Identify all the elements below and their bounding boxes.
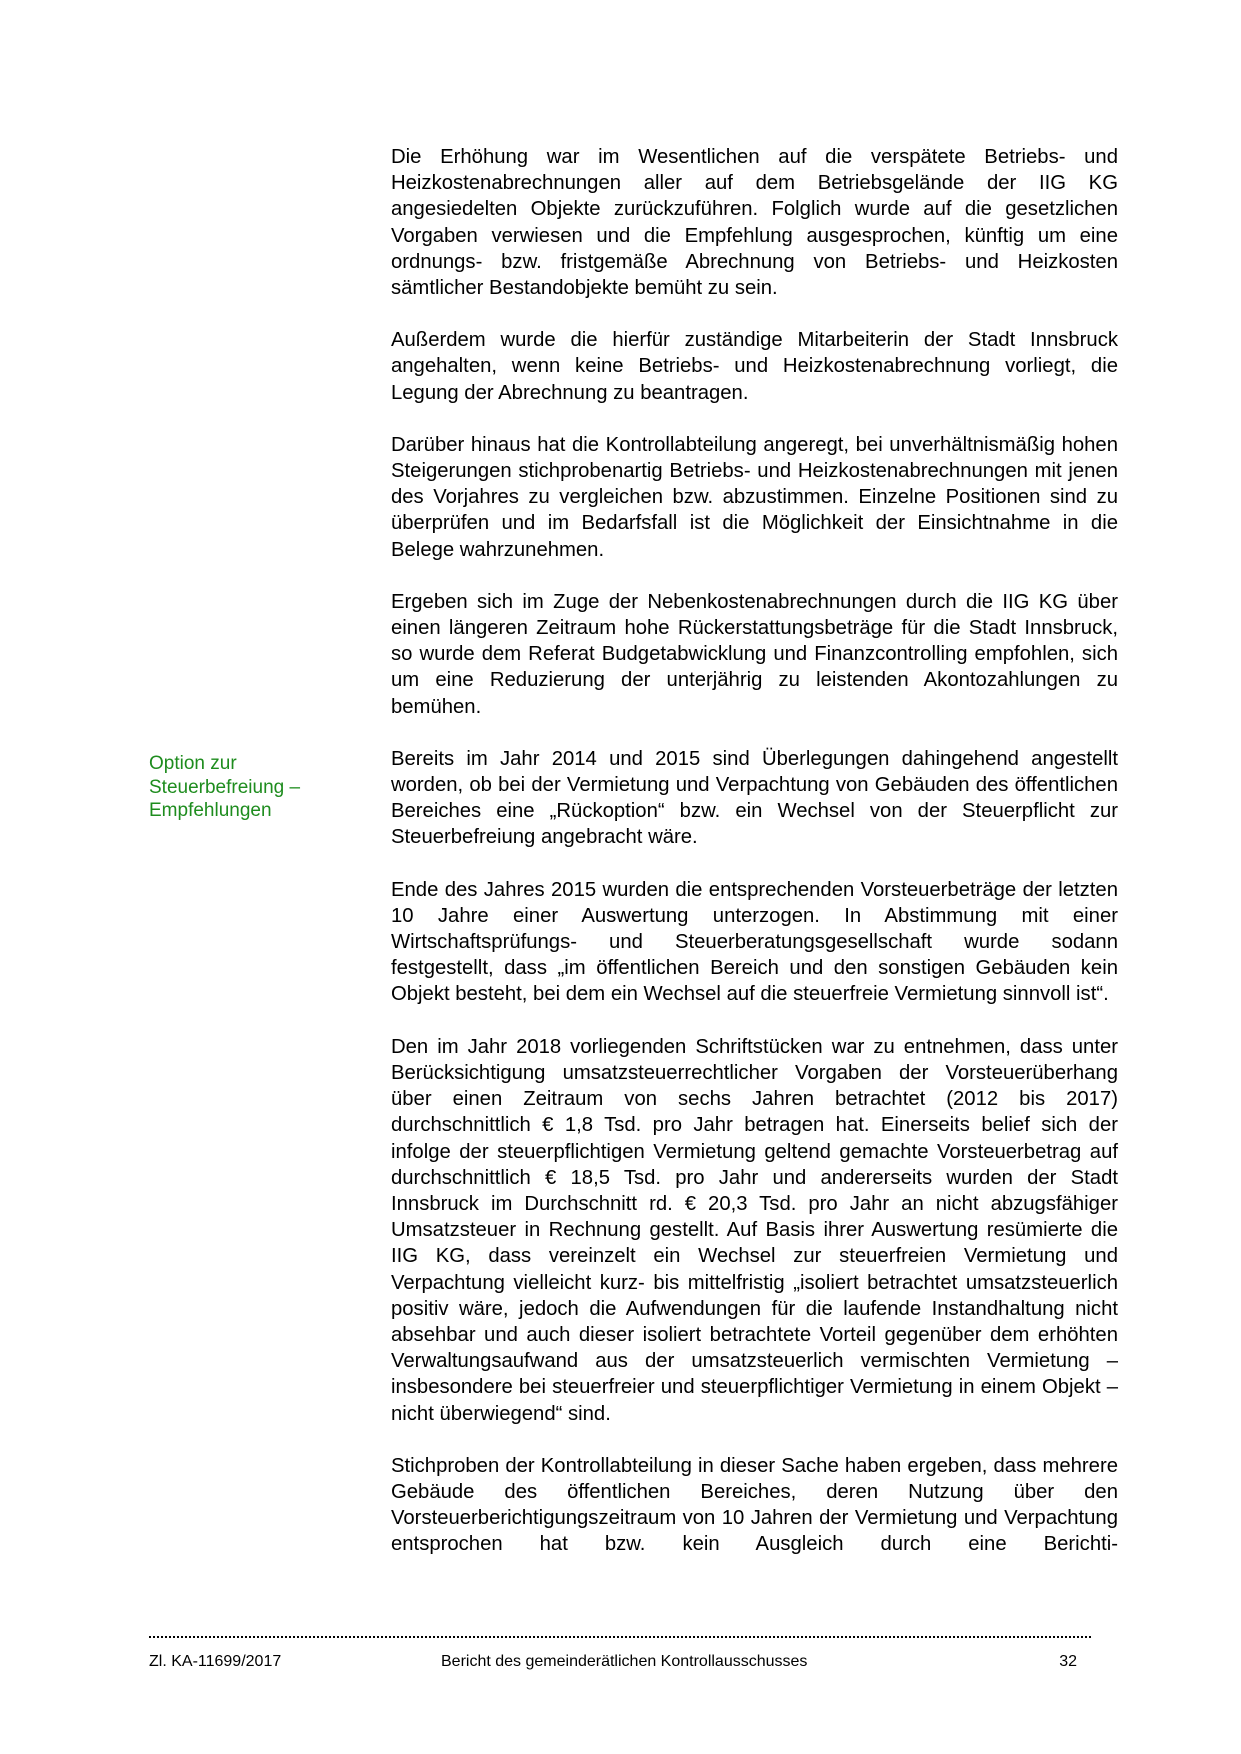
paragraph-auswertung-vorsteuer: Ende des Jahres 2015 wurden die entsprechenden Vorsteuerbeträge der letzten 10 Jahre einer Auswertung unterzogen. In Abstimmung mit einer Wirtschaftsprüfungs- und Steuerberatungsgesellschaft wurde sodann festgestellt, dass „im öffentlichen Bereich und den sonstigen Gebäuden kein Objekt besteht, bei dem ein Wechsel auf die steuerfreie Vermietung sinnvoll ist“. [391,878,1118,1006]
footer-reference: Zl. KA-11699/2017 [149,1653,282,1670]
footer-divider [149,1636,1091,1638]
paragraph-stichproben: Stichproben der Kontrollabteilung in dieser Sache haben ergeben, dass mehrere Gebäude des öffentlichen Bereiches, deren Nutzung über den Vorsteuerberichtigungszeitraum von 10 Jahren der Vermietung und Verpachtung entsprochen hat bzw. kein Ausgleich durch eine Berichti- [391,1454,1118,1556]
paragraph-schriftstuecke-2018: Den im Jahr 2018 vorliegenden Schriftstücken war zu entnehmen, dass unter Berücksichtigung umsatzsteuerrechtlicher Vorgaben der Vorsteuerüberhang über einen Zeitraum von sechs Jahren betrachtet (2012 bis 2017) durchschnittlich € 1,8 Tsd. pro Jahr betragen hat. Einerseits belief sich der infolge der steuerpflichtigen Vermietung geltend gemachte Vorsteuerbetrag auf durchschnittlich € 18,5 Tsd. pro Jahr und andererseits wurden der Stadt Innsbruck im Durchschnitt rd. € 20,3 Tsd. pro Jahr an nicht abzugsfähiger Umsatzsteuer in Rechnung gestellt. Auf Basis ihrer Auswertung resümierte die IIG KG, dass vereinzelt ein Wechsel zur steuerfreien Vermietung und Verpachtung vielleicht kurz- bis mittelfristig „isoliert betrachtet umsatzsteuerlich positiv wäre, jedoch die Aufwendungen für die laufende Instandhaltung nicht absehbar und auch dieser isoliert betrachtete Vorteil gegenüber dem erhöhten Verwaltungsaufwand aus der umsatzsteuerlich vermischten Vermietung – insbesondere bei steuerfreier und steuerpflichtiger Vermietung in einem Objekt – nicht überwiegend“ sind. [391,1035,1118,1425]
margin-note-steuerbefreiung: Option zur Steuerbefreiung – Empfehlungen [149,753,301,821]
paragraph-betriebskosten-erhoehung: Die Erhöhung war im Wesentlichen auf die verspätete Betriebs- und Heizkostenabrechnungen aller auf dem Betriebsgelände der IIG KG angesiedelten Objekte zurückzuführen. Folglich wurde auf die gesetzlichen Vorgaben verwiesen und die Empfehlung ausgesprochen, künftig um eine ordnungs- bzw. fristgemäße Abrechnung von Betriebs- und Heizkosten sämtlicher Bestandobjekte bemüht zu sein. [391,146,1118,300]
paragraph-rueckerstattungsbetraege: Ergeben sich im Zuge der Nebenkostenabrechnungen durch die IIG KG über einen längeren Zeitraum hohe Rückerstattungsbeträge für die Stadt Innsbruck, so wurde dem Referat Budgetabwicklung und Finanzcontrolling empfohlen, sich um eine Reduzierung der unterjährig zu leistenden Akontozahlungen zu bemühen. [391,590,1118,718]
footer-title: Bericht des gemeinderätlichen Kontrollausschusses [441,1653,808,1670]
page-number: 32 [1059,1653,1077,1670]
paragraph-mitarbeiterin-angehalten: Außerdem wurde die hierfür zuständige Mitarbeiterin der Stadt Innsbruck angehalten, wenn keine Betriebs- und Heizkostenabrechnung vorliegt, die Legung der Abrechnung zu beantragen. [391,329,1118,404]
paragraph-kontrollabteilung-angeregt: Darüber hinaus hat die Kontrollabteilung angeregt, bei unverhältnismäßig hohen Steigerungen stichprobenartig Betriebs- und Heizkostenabrechnungen mit jenen des Vorjahres zu vergleichen bzw. abzustimmen. Einzelne Positionen sind zu überprüfen und im Bedarfsfall ist die Möglichkeit der Einsichtnahme in die Belege wahrzunehmen. [391,433,1118,561]
paragraph-ueberlegungen-2014-2015: Bereits im Jahr 2014 und 2015 sind Überlegungen dahingehend angestellt worden, ob bei der Vermietung und Verpachtung von Gebäuden des öffentlichen Bereiches eine „Rückoption“ bzw. ein Wechsel von der Steuerpflicht zur Steuerbefreiung angebracht wäre. [391,747,1118,849]
main-text-column [391,144,1118,1584]
